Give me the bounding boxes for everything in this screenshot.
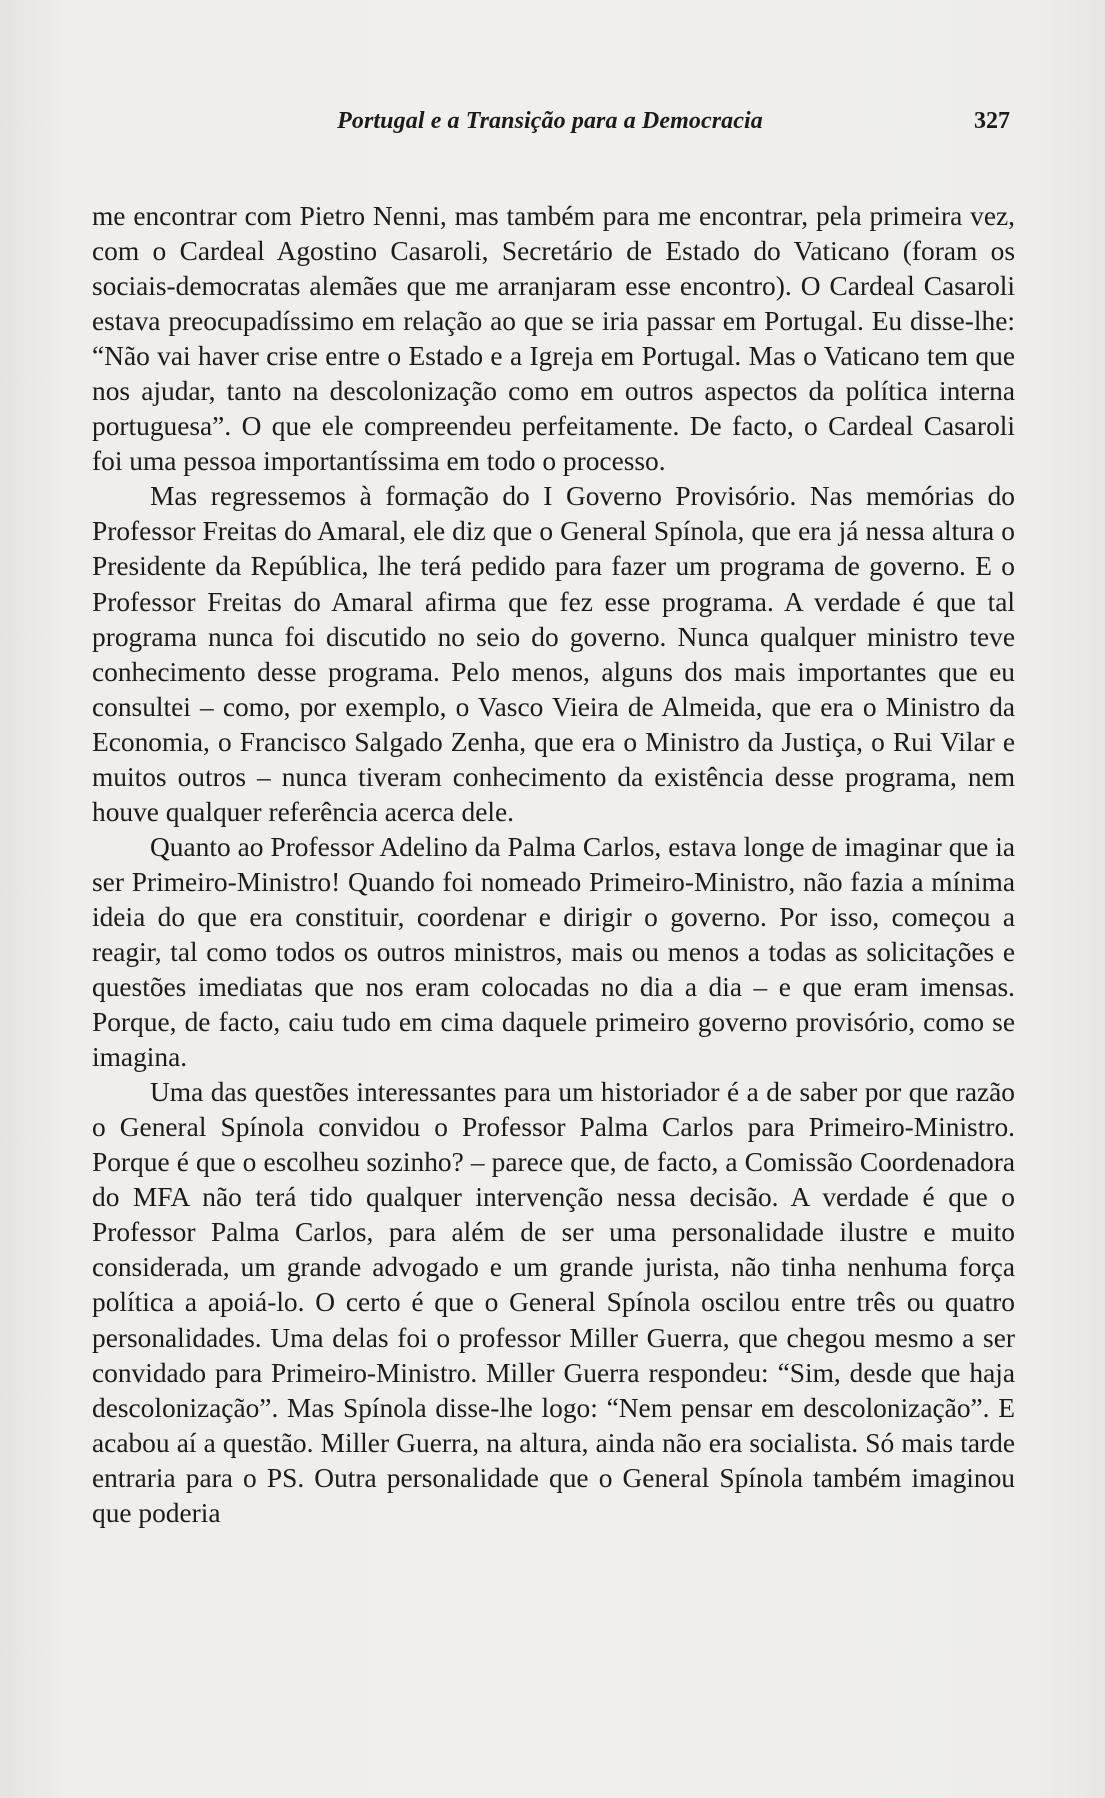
page-number: 327 (974, 108, 1010, 134)
paragraph-1: me encontrar com Pietro Nenni, mas também para me encontrar, pela primeira vez, com o Cardeal Agostino Casaroli, Secretário de Estado do Vaticano (foram os sociais-democratas alemães que me arranjaram esse encontro). O Cardeal Casaroli estava preocupadíssimo em relação ao que se iria passar em Portugal. Eu disse-lhe: “Não vai haver crise entre o Estado e a Igreja em Portugal. Mas o Vaticano tem que nos ajudar, tanto na descolonização como em outros aspectos da política interna portuguesa”. O que ele compreendeu perfeitamente. De facto, o Cardeal Casaroli foi uma pessoa importantíssima em todo o processo. (92, 201, 1015, 477)
paragraph-3: Quanto ao Professor Adelino da Palma Carlos, estava longe de imaginar que ia ser Primeiro-Ministro! Quando foi nomeado Primeiro-Ministro, não fazia a mínima ideia do que era constituir, coordenar e dirigir o governo. Por isso, começou a reagir, tal como todos os outros ministros, mais ou menos a todas as solicitações e questões imediatas que nos eram colocadas no dia a dia – e que eram imensas. Porque, de facto, caiu tudo em cima daquele primeiro governo provisório, como se imagina. (92, 831, 1015, 1073)
body-text (92, 199, 1015, 1531)
running-head (90, 104, 1010, 138)
paragraph-4: Uma das questões interessantes para um historiador é a de saber por que razão o General Spínola convidou o Professor Palma Carlos para Primeiro-Ministro. Porque é que o escolheu sozinho? – parece que, de facto, a Comissão Coordenadora do MFA não terá tido qualquer intervenção nessa decisão. A verdade é que o Professor Palma Carlos, para além de ser uma personalidade ilustre e muito considerada, um grande advogado e um grande jurista, não tinha nenhuma força política a apoiá-lo. O certo é que o General Spínola oscilou entre três ou quatro personalidades. Uma delas foi o professor Miller Guerra, que chegou mesmo a ser convidado para Primeiro-Ministro. Miller Guerra respondeu: “Sim, desde que haja descolonização”. Mas Spínola disse-lhe logo: “Nem pensar em descolonização”. E acabou aí a questão. Miller Guerra, na altura, ainda não era socialista. Só mais tarde entraria para o PS. Outra personalidade que o General Spínola também imaginou que poderia (92, 1077, 1015, 1528)
running-title: Portugal e a Transição para a Democracia (337, 108, 763, 134)
paragraph-2: Mas regressemos à formação do I Governo Provisório. Nas memórias do Professor Freitas do Amaral, ele diz que o General Spínola, que era já nessa altura o Presidente da República, lhe terá pedido para fazer um programa de governo. E o Professor Freitas do Amaral afirma que fez esse programa. A verdade é que tal programa nunca foi discutido no seio do governo. Nunca qualquer ministro teve conhecimento desse programa. Pelo menos, alguns dos mais importantes que eu consultei – como, por exemplo, o Vasco Vieira de Almeida, que era o Ministro da Economia, o Francisco Salgado Zenha, que era o Ministro da Justiça, o Rui Vilar e muitos outros – nunca tiveram conhecimento da existência desse programa, nem houve qualquer referência acerca dele. (92, 481, 1015, 827)
